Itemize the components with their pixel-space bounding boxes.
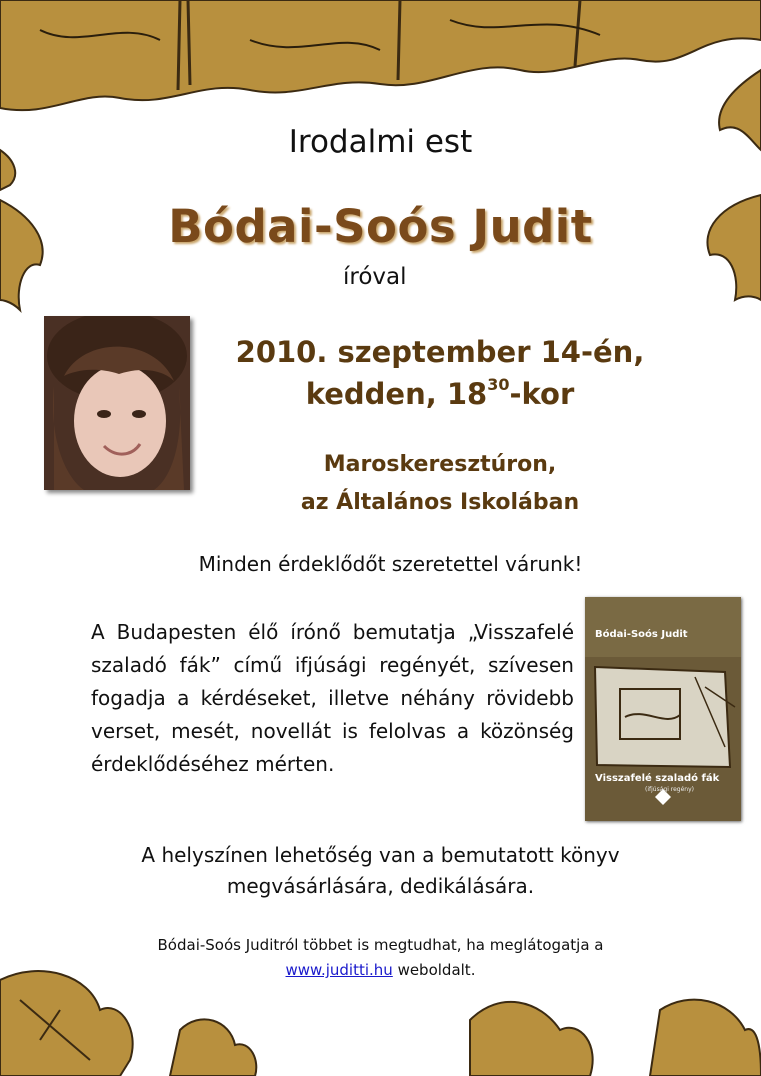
website-link[interactable]: www.juditti.hu: [285, 961, 393, 979]
website-info-line1: Bódai-Soós Juditról többet is megtudhat, ha meglátogatja a: [157, 936, 604, 954]
event-time-suffix: -kor: [509, 377, 575, 411]
book-cover-subtitle: (ifjúsági regény): [645, 786, 694, 793]
purchase-info-line2: megvásárlására, dedikálására.: [226, 874, 535, 898]
event-location-town: Maroskeresztúron,: [323, 452, 557, 477]
website-info-suffix: weboldalt.: [392, 961, 476, 979]
book-cover-title: Visszafelé szaladó fák: [595, 773, 720, 784]
event-location-venue: az Általános Iskolában: [300, 490, 580, 515]
event-time-minutes: 30: [487, 375, 510, 394]
event-date: 2010. szeptember 14-én,: [235, 335, 645, 369]
welcome-text: Minden érdeklődőt szeretettel várunk!: [198, 552, 583, 576]
purchase-info-line1: A helyszínen lehetőség van a bemutatott könyv: [141, 843, 620, 867]
event-time-main: kedden, 18: [305, 377, 488, 411]
website-info-line2: [0, 961, 761, 979]
author-name: Bódai-Soós Judit: [168, 200, 593, 253]
book-cover-author: Bódai-Soós Judit: [595, 629, 688, 640]
event-heading: Irodalmi est: [288, 124, 473, 160]
event-time: [200, 375, 680, 411]
event-description: A Budapesten élő írónő bemutatja „Visszafelé szaladó fák” című ifjúsági regényét, szívesen fogadja a kérdéseket, illetve néhány rövidebb verset, mesét, novellát is felolvas a közönség érdeklődéséhez mérten.: [91, 620, 574, 776]
book-cover-image: [585, 597, 741, 821]
author-photo: [44, 316, 190, 490]
with-label: íróval: [343, 264, 407, 290]
